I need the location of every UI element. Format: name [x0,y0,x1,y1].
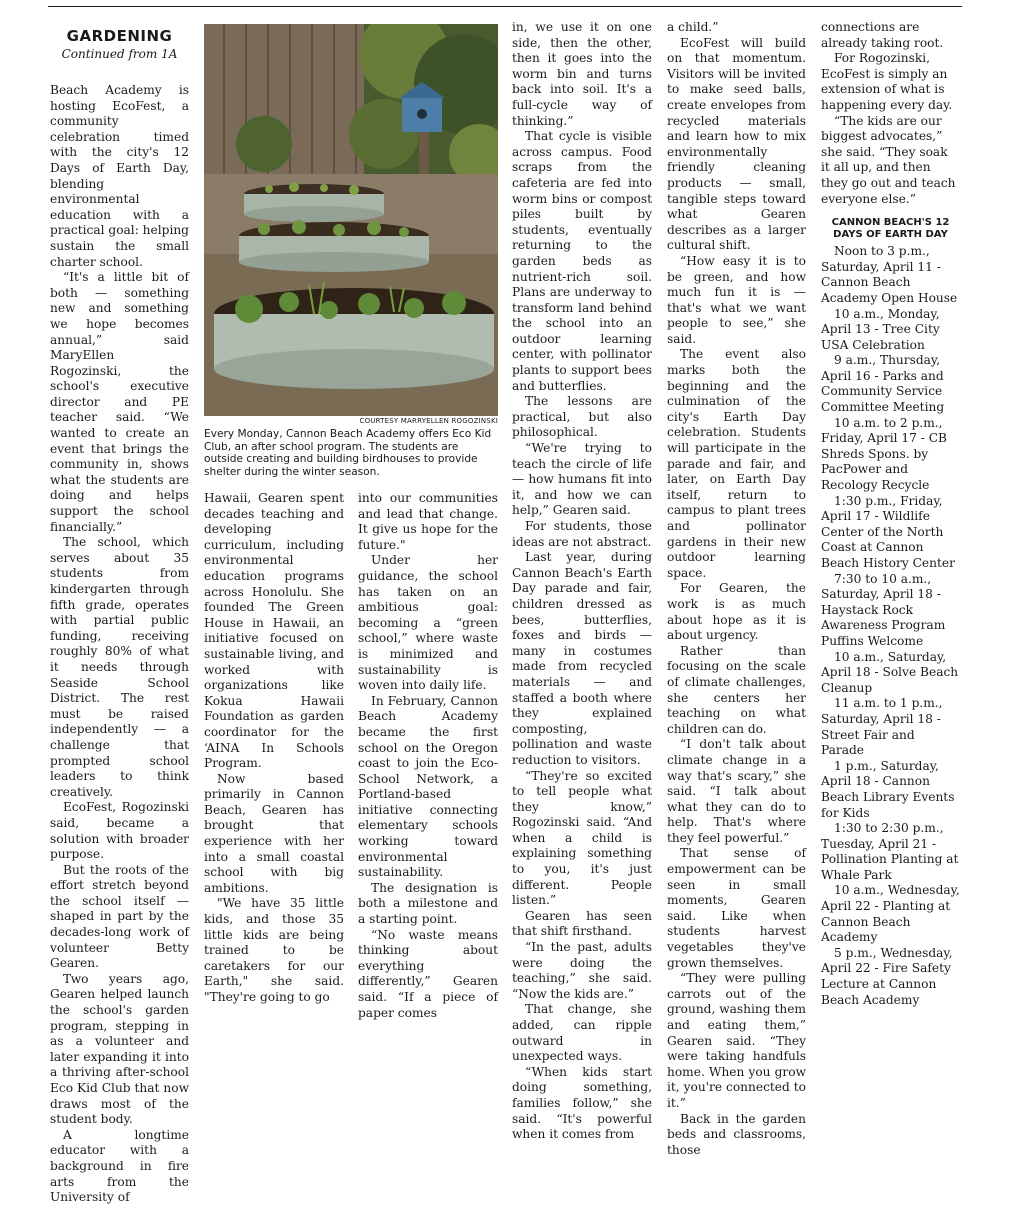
paragraph: “I don't talk about climate change in a way that's scary,” she said. “I talk about what they can do to help. That's where they feel powerful.” [667,737,806,845]
paragraph: into our communities and lead that change. It give us hope for the future." [358,491,498,552]
photo-caption: Every Monday, Cannon Beach Academy offers Eco Kid Club, an after school program. The students are outside creating and building birdhouses to provide shelter during the winter season. [204,428,492,478]
paragraph: Gearen has seen that shift firsthand. [512,908,652,939]
paragraph: connections are already taking root. [821,20,944,50]
paragraph: “They were pulling carrots out of the ground, washing them and eating them,” Gearen said. “They were taking handfuls home. When you grow it, you're connected to it.” [667,971,806,1110]
article-column-3 [358,491,498,1021]
schedule-event: 1:30 to 2:30 p.m., Tuesday, April 21 - Pollination Planting at Whale Park [821,821,959,882]
paragraph: Hawaii, Gearen spent decades teaching and developing curriculum, including environmental education programs across Honolulu. She founded The Green House in Hawaii, an initiative focused on sustainable living, and worked with organizations like Kokua Hawaii Foundation as garden coordinator for the ‘AINA In Schools Program. [204,491,344,771]
paragraph: For students, those ideas are not abstract. [512,519,652,549]
paragraph: Two years ago, Gearen helped launch the school's garden program, stepping in as a volunteer and later expanding it into a thriving after-school Eco Kid Club that now draws most of the student body. [50,971,189,1127]
paragraph: “The kids are our biggest advocates,” she said. “They soak it all up, and then they go out and teach everyone else.” [821,113,956,206]
paragraph: For Gearen, the work is as much about hope as it is about urgency. [667,581,806,643]
paragraph: Last year, during Cannon Beach's Earth Day parade and fair, children dressed as bees, butterflies, foxes and birds — many in costumes made from recycled materials — and staffed a booth where they explained composting, pollination and waste reduction to visitors. [512,550,652,767]
paragraph: Under her guidance, the school has taken on an ambitious goal: becoming a “green school,” where waste is minimized and sustainability is woven into daily life. [358,553,498,693]
paragraph: EcoFest will build on that momentum. Visitors will be invited to make seed balls, create envelopes from recycled materials and learn how to mix environmentally friendly cleaning products — small, tangible steps toward what Gearen describes as a larger cultural shift. [667,35,806,253]
paragraph: “How easy it is to be green, and how much fun it is — that's what we want people to see,” she said. [667,253,806,346]
top-rule [48,6,962,7]
paragraph: “In the past, adults were doing the teaching,” she said. “Now the kids are.” [512,940,652,1001]
paragraph: The event also marks both the beginning and the culmination of the city's Earth Day celebration. Students will participate in the parade and fair, and later, on Earth Day itself, return to campus to plant trees and pollinator gardens in their new outdoor learning space. [667,347,806,580]
schedule-event: 9 a.m., Thursday, April 16 - Parks and Community Service Committee Meeting [821,353,945,415]
schedule-event: 10 a.m., Saturday, April 18 - Solve Beach Cleanup [821,649,959,695]
schedule-event: 5 p.m., Wednesday, April 22 - Fire Safety Lecture at Cannon Beach Academy [821,945,953,1007]
schedule-heading: CANNON BEACH'S 12 DAYS OF EARTH DAY [831,217,950,241]
section-header [50,27,189,61]
article-column-5 [667,20,806,1158]
schedule-event: 10 a.m. to 2 p.m., Friday, April 17 - CB Shreds Spons. by PacPower and Recology Recycle [821,415,948,493]
schedule-event: 1 p.m., Saturday, April 18 - Cannon Beach Library Events for Kids [821,758,955,820]
schedule-event: 10 a.m., Wednesday, April 22 - Planting at Cannon Beach Academy [821,883,960,945]
paragraph: "We have 35 little kids, and those 35 little kids are being trained to be caretakers for our Earth," she said. "They're going to go [204,896,344,1004]
paragraph: Back in the garden beds and classrooms, those [667,1111,806,1157]
garden-beds-photo [204,24,498,416]
article-column-4 [512,20,652,1143]
paragraph: That change, she added, can ripple outward in unexpected ways. [512,1002,652,1064]
paragraph: The designation is both a milestone and a starting point. [358,880,498,927]
paragraph: a child.” [667,20,719,34]
paragraph: That sense of empowerment can be seen in small moments, Gearen said. Like when students harvest vegetables they've grown themselves. [667,846,806,970]
schedule-event: 7:30 to 10 a.m., Saturday, April 18 - Haystack Rock Awareness Program Puffins Welcome [821,571,946,648]
continued-from: Continued from 1A [61,47,178,61]
article-column-2 [204,491,344,1006]
paragraph: EcoFest, Rogozinski said, became a solution with broader purpose. [50,800,189,862]
paragraph: Rather than focusing on the scale of climate challenges, she centers her teaching on what children can do. [667,643,806,736]
schedule-event: 1:30 p.m., Friday, April 17 - Wildlife Center of the North Coast at Cannon Beach History Center [821,493,955,570]
paragraph: A longtime educator with a background in fire arts from the University of [50,1127,189,1205]
section-label: GARDENING [66,27,173,45]
photo-credit: COURTESY MARRYELLEN ROGOZINSKI [359,417,498,425]
paragraph: in, we use it on one side, then the other, then it goes into the worm bin and turns back into soil. It's a full-cycle way of thinking.” [512,20,652,128]
paragraph: “We're trying to teach the circle of life — how humans fit into it, and how we can help,” Gearen said. [512,441,652,518]
paragraph: That cycle is visible across campus. Food scraps from the cafeteria are fed into worm bins or compost piles built by students, eventually returning to the garden beds as nutrient-rich soil. Plans are underway to transform land behind the school into an outdoor learning center, with pollinator plants to support bees and butterflies. [512,129,652,393]
article-column-1 [50,83,189,1206]
paragraph: Beach Academy is hosting EcoFest, a community celebration timed with the city's 12 Days of Earth Day, blending environmental education with a practical goal: helping sustain the small charter school. [50,83,189,269]
paragraph: In February, Cannon Beach Academy became the first school on the Oregon coast to join the Eco-School Network, a Portland-based initiative connecting elementary schools working toward environmental sustainability. [358,693,498,880]
schedule-event: 11 a.m. to 1 p.m., Saturday, April 18 - Street Fair and Parade [821,696,943,758]
paragraph: Now based primarily in Cannon Beach, Gearen has brought that experience with her into a small coastal school with big ambitions. [204,771,344,895]
paragraph: The lessons are practical, but also philosophical. [512,394,652,440]
paragraph: The school, which serves about 35 students from kindergarten through fifth grade, operates with partial public funding, receiving roughly 80% of what it needs through Seaside School District. The rest must be raised independently — a challenge that prompted school leaders to think creatively. [50,535,189,799]
schedule-event: Noon to 3 p.m., Saturday, April 11 - Cannon Beach Academy Open House [821,244,958,305]
schedule-event: 10 a.m., Monday, April 13 - Tree City USA Celebration [821,306,940,352]
paragraph: “It's a little bit of both — something new and something we hope becomes annual,” said MaryEllen Rogozinski, the school's executive director and PE teacher said. “We wanted to create an event that brings the community in, shows what the students are doing and helps support the school financially.” [50,270,189,534]
paragraph: “No waste means thinking about everything differently,” Gearen said. “If a piece of paper comes [358,927,498,1020]
paragraph: “When kids start doing something, families follow,” she said. “It's powerful when it comes from [512,1064,652,1142]
paragraph: For Rogozinski, EcoFest is simply an extension of what is happening every day. [821,51,953,112]
article-column-6 [821,20,960,1008]
paragraph: “They're so excited to tell people what they know,” Rogozinski said. “And when a child is explaining something to you, it's just different. People listen.” [512,768,652,908]
paragraph: But the roots of the effort stretch beyond the school itself — shaped in part by the decades-long work of volunteer Betty Gearen. [50,862,189,971]
